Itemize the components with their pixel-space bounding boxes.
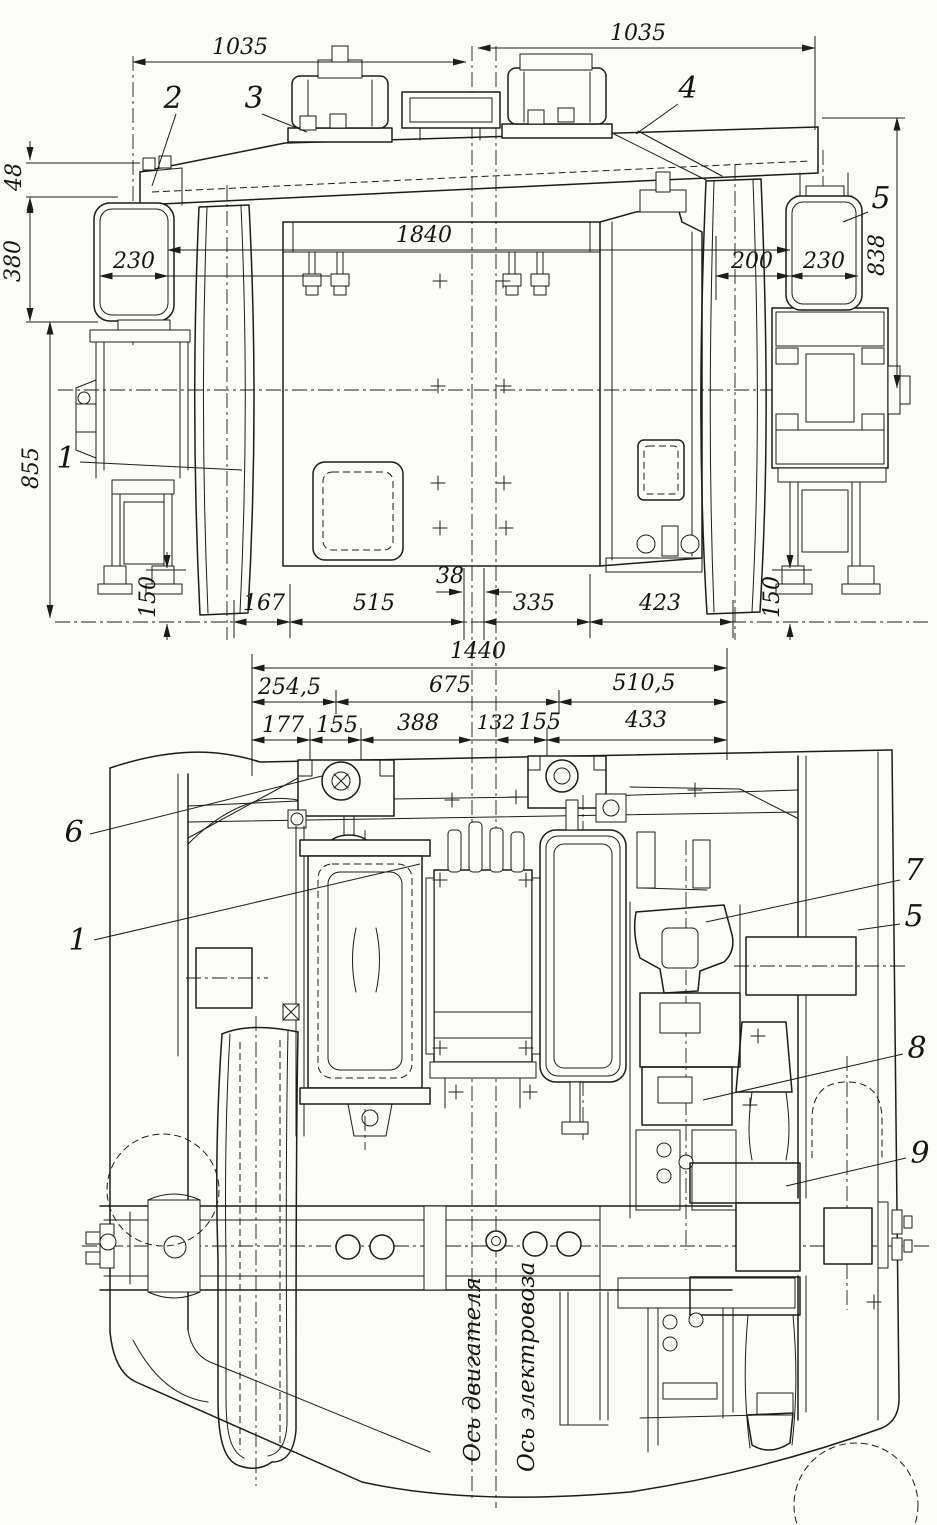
gear-case-lower (560, 1278, 796, 1452)
right-wheel-side (701, 179, 766, 614)
top-view (1, 21, 930, 640)
part-label-5-top: 5 (871, 181, 891, 216)
dim-388: 388 (397, 711, 439, 736)
left-block (283, 826, 430, 1150)
part-label-5-plan: 5 (904, 899, 924, 934)
part-label-3: 3 (244, 81, 264, 116)
axle-plan (82, 1194, 930, 1298)
part-label-6: 6 (64, 815, 84, 850)
dim-675: 675 (429, 673, 471, 698)
part-label-8: 8 (907, 1031, 927, 1066)
hidden-arc (794, 1443, 918, 1525)
traction-motor-side (283, 222, 600, 566)
dim-855: 855 (19, 447, 44, 489)
part-label-7: 7 (904, 853, 924, 888)
dim-380: 380 (1, 240, 26, 282)
motor-axis-caption: Ось двигателя (460, 1277, 486, 1462)
dim-838: 838 (865, 234, 890, 276)
dim-335: 335 (513, 591, 555, 616)
cross-beam (188, 790, 798, 822)
right-suspension-pad (786, 173, 862, 310)
dim-38: 38 (436, 564, 464, 589)
dim-1035-right: 1035 (610, 21, 666, 46)
dim-200: 200 (731, 249, 773, 274)
dim-230-right: 230 (803, 249, 845, 274)
dim-155-a: 155 (316, 713, 358, 738)
dim-510-5: 510,5 (612, 671, 676, 696)
part-label-1-plan: 1 (68, 923, 88, 958)
terminal-block (426, 790, 540, 1108)
dim-515: 515 (353, 591, 395, 616)
rail-bracket-left (288, 46, 392, 142)
left-wheel-side (195, 205, 255, 615)
rail-bracket-right (502, 54, 612, 138)
dim-254-5: 254,5 (258, 675, 321, 700)
dim-423: 423 (639, 591, 681, 616)
rail-top-box (402, 92, 500, 140)
dim-150-right: 150 (760, 576, 785, 618)
dim-1840: 1840 (396, 223, 452, 248)
dim-167: 167 (243, 591, 285, 616)
span-chain-dimensions (252, 639, 727, 776)
dim-132: 132 (476, 710, 516, 734)
dim-48: 48 (2, 163, 27, 191)
dim-433: 433 (625, 708, 667, 733)
bogie-frame-plan (110, 750, 906, 1497)
frame-stub (186, 948, 268, 1008)
left-wheel-plan (107, 1016, 298, 1486)
dim-177: 177 (262, 713, 304, 738)
part-label-2: 2 (163, 81, 183, 116)
locomotive-axis-caption: Ось электровоза (514, 1261, 540, 1472)
dim-230-left: 230 (113, 249, 155, 274)
dim-155-b: 155 (519, 710, 561, 735)
axis-captions (460, 1262, 540, 1472)
dim-1035-left: 1035 (212, 35, 268, 60)
plan-view (64, 750, 930, 1525)
dim-150-left: 150 (136, 576, 161, 618)
gear-coupling (630, 832, 740, 1250)
part-label-1-top: 1 (56, 441, 76, 476)
part-label-4: 4 (678, 71, 698, 106)
dim-1440: 1440 (450, 639, 506, 664)
part-label-9: 9 (910, 1136, 930, 1171)
frame-rail (140, 127, 818, 205)
axle-bearing-assembly (772, 308, 910, 594)
right-block (540, 795, 626, 1140)
gear-case-side (600, 172, 702, 572)
